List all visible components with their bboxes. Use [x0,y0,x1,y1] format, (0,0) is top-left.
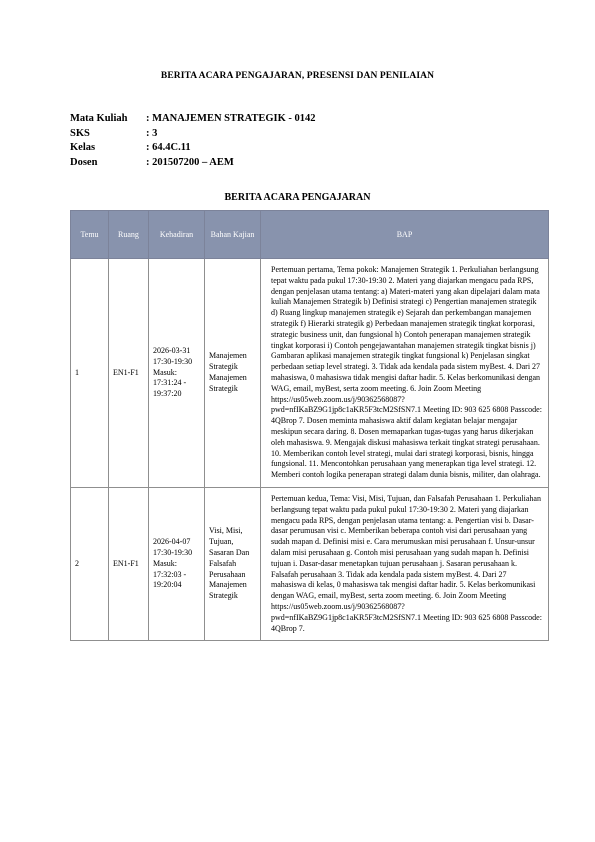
table-row [71,259,549,488]
meta-row-sks [70,128,316,143]
meta-label: Kelas [70,142,96,153]
meta-value: : 3 [146,127,158,139]
section-title: BERITA ACARA PENGAJARAN [224,192,371,203]
document-title: BERITA ACARA PENGAJARAN, PRESENSI DAN PENILAIAN [160,71,435,81]
meta-row-course [70,113,316,128]
meta-row-lecturer [70,157,316,172]
header-ruang: Ruang [109,211,149,259]
teaching-record-table [70,210,549,641]
cell-ruang: EN1-F1 [109,487,149,640]
table-row [71,487,549,640]
cell-bahan-kajian: Manajemen Strategik Manajemen Strategik [205,259,261,488]
course-info [70,113,316,171]
cell-ruang: EN1-F1 [109,259,149,488]
meta-value: : 64.4C.11 [146,142,191,153]
meta-value: : MANAJEMEN STRATEGIK - 0142 [146,113,316,124]
meta-row-class [70,142,316,157]
meta-label: Mata Kuliah [70,113,128,124]
table-header-row [71,211,549,259]
cell-temu: 1 [71,259,109,488]
meta-label: SKS [70,127,90,139]
cell-bahan-kajian: Visi, Misi, Tujuan, Sasaran Dan Falsafah Perusahaan Manajemen Strategik [205,487,261,640]
meta-value: : 201507200 – AEM [146,156,234,168]
header-kehadiran: Kehadiran [149,211,205,259]
cell-temu: 2 [71,487,109,640]
cell-bap: Pertemuan kedua, Tema: Visi, Misi, Tujuan, dan Falsafah Perusahaan 1. Perkuliahan berlangsung tepat waktu pada pukul pukul 17:30-19:30 2. Materi yang diajarkan mengacu pada RPS, dengan penjelasan utama tentang: a. Pengertian visi b. Dasar-dasar perumusan visi c. Memberikan beberapa contoh visi dari perusahaan yang sudah mapan d. Definisi misi e. Cara merumuskan misi perusahaan f. Unsur-unsur dalam misi perusahaan g. Contoh misi perusahaan yang sudah mapan h. Definisi tujuan i. Dasar-dasar menetapkan tujuan perusahaan j. Sasaran perusahaan k. Falsafah perusahaan 3. Tidak ada kendala pada sistem myBest. 4. Dari 27 mahasiswa di kelas, 0 mahasiswa tak mengisi daftar hadir. 5. Kelas berkomunikasi dengan WAG, email, myBest, serta zoom meeting. 6. Join Zoom Meeting https://us05web.zoom.us/j/90362568087?pwd=nfIKaBZ9G1jp8c1aKR5F3tcM2SfSN7.1 Meeting ID: 903 625 6808 Passcode: 4QBrop 7. [261,487,549,640]
meta-label: Dosen [70,156,98,168]
cell-kehadiran: 2026-04-07 17:30-19:30 Masuk: 17:32:03 - 19:20:04 [149,487,205,640]
header-temu: Temu [71,211,109,259]
cell-bap: Pertemuan pertama, Tema pokok: Manajemen Strategik 1. Perkuliahan berlangsung tepat waktu pada pukul 17:30-19:30 2. Materi yang diajarkan mengacu pada RPS, dengan penjelasan utama tentang: a) Materi-materi yang akan dipelajari dalam mata kuliah Manajemen Strategik b) Definisi strategi c) Pengertian manajemen strategik d) Ruang lingkup manajemen strategik e) Sejarah dan perkembangan manajemen strategik f) Hierarki strategik g) Perbedaan manajemen strategik tingkat korporasi, strategic business unit, dan fungsional h) Contoh penerapan manajemen strategik tingkat korporasi i) Contoh pengejawantahan manajemen strategik tingkat bisnis j) Gambaran aplikasi manajemen strategik tingkat fungsional k) Penjelasan singkat perbedaan setiap level strategi. 3. Tidak ada kendala pada sistem myBest. 4. Dari 27 mahasiswa, 0 mahasiswa tidak mengisi daftar hadir. 5. Kelas berkomunikasi dengan WAG, email, myBest, serta zoom meeting. 6. Join Zoom Meeting https://us05web.zoom.us/j/90362568087?pwd=nfIKaBZ9G1jp8c1aKR5F3tcM2SfSN7.1 Meeting ID: 903 625 6808 Passcode: 4QBrop 7. Dosen meminta mahasiswa aktif dalam kegiatan belajar mengajar meskipun secara daring. 8. Dosen memaparkan tugas-tugas yang harus dikerjakan oleh mahasiswa. 9. Mengajak diskusi mahasiswa terkait tingkat strategi perusahaan. 10. Memberikan contoh level strategi, mulai dari strategi korporasi, bisnis, hingga fungsional. 11. Mencontohkan perusahaan yang menerapkan tiga level strategi. 12. Memberi contoh logika penerapan strategi dalam dunia bisnis, militer, dan olahraga. [261,259,549,488]
header-bahan-kajian: Bahan Kajian [205,211,261,259]
cell-kehadiran: 2026-03-31 17:30-19:30 Masuk: 17:31:24 - 19:37:20 [149,259,205,488]
header-bap: BAP [261,211,549,259]
